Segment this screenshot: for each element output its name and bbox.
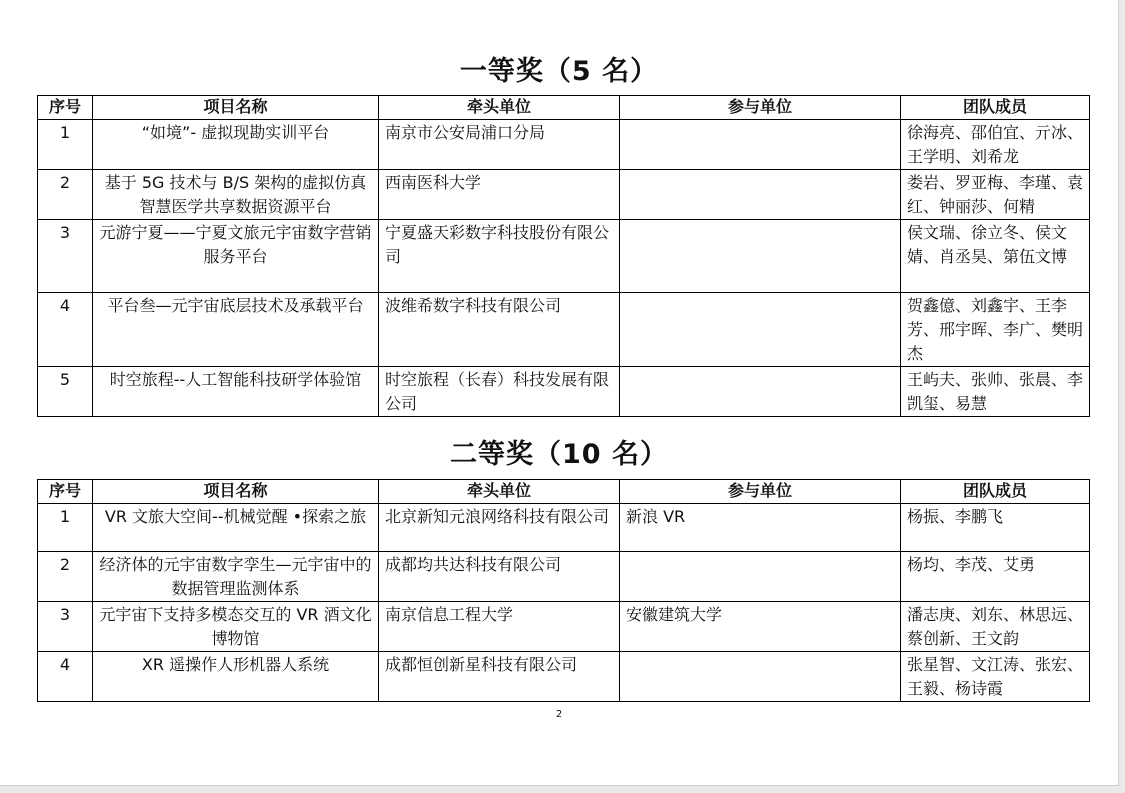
lead-unit: 成都均共达科技有限公司 bbox=[379, 552, 620, 602]
team-members: 徐海亮、邵伯宜、亓冰、王学明、刘希龙 bbox=[901, 120, 1090, 170]
row-index: 2 bbox=[38, 170, 93, 220]
project-name: 元游宁夏——宁夏文旅元宇宙数字营销服务平台 bbox=[93, 220, 379, 293]
project-name: VR 文旅大空间--机械觉醒 •探索之旅 bbox=[93, 504, 379, 552]
table-row bbox=[38, 293, 1090, 367]
header-index: 序号 bbox=[38, 480, 93, 504]
first-prize-table bbox=[37, 95, 1090, 417]
participant-unit bbox=[620, 367, 901, 417]
participant-unit bbox=[620, 220, 901, 293]
lead-unit: 南京市公安局浦口分局 bbox=[379, 120, 620, 170]
second-prize-table bbox=[37, 479, 1090, 702]
participant-unit bbox=[620, 552, 901, 602]
team-members: 贺鑫億、刘鑫宇、王李芳、邢宇晖、李广、樊明杰 bbox=[901, 293, 1090, 367]
project-name: 基于 5G 技术与 B/S 架构的虚拟仿真智慧医学共享数据资源平台 bbox=[93, 170, 379, 220]
table-header-row bbox=[38, 480, 1090, 504]
project-name: 经济体的元宇宙数字孪生—元宇宙中的数据管理监测体系 bbox=[93, 552, 379, 602]
participant-unit bbox=[620, 170, 901, 220]
row-index: 2 bbox=[38, 552, 93, 602]
header-participant-unit: 参与单位 bbox=[620, 480, 901, 504]
header-project-name: 项目名称 bbox=[93, 96, 379, 120]
row-index: 1 bbox=[38, 504, 93, 552]
header-index: 序号 bbox=[38, 96, 93, 120]
row-index: 4 bbox=[38, 293, 93, 367]
first-prize-title: 一等奖（5 名） bbox=[459, 56, 659, 87]
header-lead-unit: 牵头单位 bbox=[379, 480, 620, 504]
table-row bbox=[38, 367, 1090, 417]
row-index: 3 bbox=[38, 220, 93, 293]
row-index: 3 bbox=[38, 602, 93, 652]
header-project-name: 项目名称 bbox=[93, 480, 379, 504]
participant-unit: 安徽建筑大学 bbox=[620, 602, 901, 652]
lead-unit: 南京信息工程大学 bbox=[379, 602, 620, 652]
team-members: 侯文瑞、徐立冬、侯文婧、肖丞昊、第伍文博 bbox=[901, 220, 1090, 293]
table-row bbox=[38, 504, 1090, 552]
table-row bbox=[38, 602, 1090, 652]
team-members: 张星智、文江涛、张宏、王毅、杨诗霞 bbox=[901, 652, 1090, 702]
lead-unit: 时空旅程（长春）科技发展有限公司 bbox=[379, 367, 620, 417]
table-row bbox=[38, 120, 1090, 170]
header-team-members: 团队成员 bbox=[901, 96, 1090, 120]
project-name: 元宇宙下支持多模态交互的 VR 酒文化博物馆 bbox=[93, 602, 379, 652]
header-participant-unit: 参与单位 bbox=[620, 96, 901, 120]
table-row bbox=[38, 170, 1090, 220]
project-name: XR 遥操作人形机器人系统 bbox=[93, 652, 379, 702]
project-name: 时空旅程--人工智能科技研学体验馆 bbox=[93, 367, 379, 417]
participant-unit bbox=[620, 120, 901, 170]
team-members: 杨均、李茂、艾勇 bbox=[901, 552, 1090, 602]
lead-unit: 西南医科大学 bbox=[379, 170, 620, 220]
project-name: 平台叁—元宇宙底层技术及承载平台 bbox=[93, 293, 379, 367]
header-lead-unit: 牵头单位 bbox=[379, 96, 620, 120]
table-row bbox=[38, 652, 1090, 702]
team-members: 潘志庚、刘东、林思远、蔡创新、王文韵 bbox=[901, 602, 1090, 652]
header-team-members: 团队成员 bbox=[901, 480, 1090, 504]
team-members: 娄岩、罗亚梅、李瑾、袁红、钟丽莎、何精 bbox=[901, 170, 1090, 220]
table-row bbox=[38, 220, 1090, 293]
table-row bbox=[38, 552, 1090, 602]
lead-unit: 成都恒创新星科技有限公司 bbox=[379, 652, 620, 702]
lead-unit: 宁夏盛天彩数字科技股份有限公司 bbox=[379, 220, 620, 293]
second-prize-title: 二等奖（10 名） bbox=[450, 439, 668, 470]
table-header-row bbox=[38, 96, 1090, 120]
project-name: “如境”- 虚拟现勘实训平台 bbox=[93, 120, 379, 170]
row-index: 5 bbox=[38, 367, 93, 417]
participant-unit bbox=[620, 652, 901, 702]
row-index: 4 bbox=[38, 652, 93, 702]
participant-unit bbox=[620, 293, 901, 367]
team-members: 王屿夫、张帅、张晨、李凯玺、易慧 bbox=[901, 367, 1090, 417]
lead-unit: 北京新知元浪网络科技有限公司 bbox=[379, 504, 620, 552]
row-index: 1 bbox=[38, 120, 93, 170]
team-members: 杨振、李鹏飞 bbox=[901, 504, 1090, 552]
lead-unit: 波维希数字科技有限公司 bbox=[379, 293, 620, 367]
participant-unit: 新浪 VR bbox=[620, 504, 901, 552]
page-number: 2 bbox=[555, 709, 563, 720]
